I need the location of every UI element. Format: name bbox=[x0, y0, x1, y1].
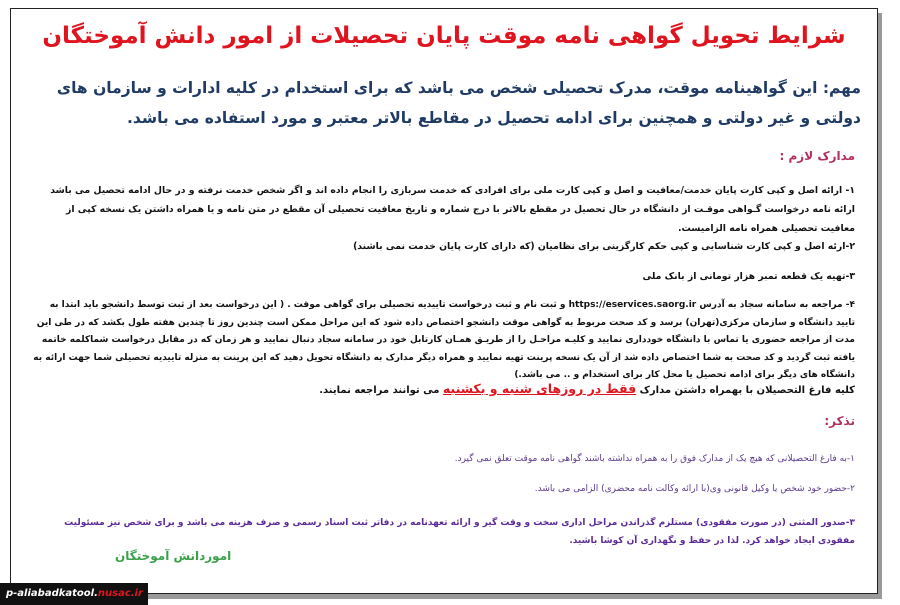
requirement-4: ۴- مراجعه به سامانه سجاد به آدرس https://eservices.saorg.ir و ثبت نام و ثبت درخواست تاییدیه تحصیلی برای گواهی موقت . ( این درخواست بعد از ثبت توسط دانشجو باید ابتدا به تایید دانشگاه و سازمان مرکزی(تهران) برسد و کد صحت مربوط به گواهی موقت دانشجو اختصاص داده شود که این مراحل ممکن است چندین روز تا چندین هفته طول بکشد که در طی این مدت از مراجعه حضوری یا تماس با دانشگاه خودداری نمایید و کلیـه مراحـل را از طریـق همـان کارتابل خود در سامانه سجاد دنبال نمایید و هر زمان که در مقابل درخواست شماکلمه خاتمه یافته ثبت گردید و کد صحت به شما اختصاص داده شد از آن یک نسخه پرینت تهیه نمایید و همراه دیگر مدارک به دانشگاه تحویل دهید که این پرینت به منزله تاییدیه تحصیلی شما جهت ارائه به دانشگاه های دیگر برای ادامه تحصیل یا محل کار برای استخدام و .. می باشد.) bbox=[33, 300, 855, 380]
requirement-2: ۲-ارئه اصل و کپی کارت شناسایی و کپی حکم کارگزینی برای نظامیان (که دارای کارت پایان خدمت نمی باشند) bbox=[353, 241, 855, 252]
page-title: شرایط تحویل گواهی نامه موقت پایان تحصیلات از امور دانش آموختگان bbox=[42, 23, 846, 49]
graduates-text-a: کلیه فارغ التحصیلان با بهمراه داشتن مدارک bbox=[639, 385, 855, 396]
note-2: ۲-حضور خود شخص یا وکیل قانونی وی(با ارائه وکالت نامه محضری) الزامی می باشد. bbox=[534, 484, 855, 494]
signature: اموردانش آموختگان bbox=[115, 549, 232, 563]
footer-domain: nusac.ir bbox=[97, 588, 143, 599]
important-notice: مهم: این گواهینامه موقت، مدرک تحصیلی شخص می باشد که برای استخدام در کلیه ادارات و سازمان های دولتی و غیر دولتی و همچنین برای ادامه تحصیل در مقاطع بالاتر معتبر و مورد استفاده می باشد. bbox=[56, 79, 861, 127]
note-1: ۱-به فارغ التحصیلانی که هیچ یک از مدارک فوق را به همراه نداشته باشند گواهی نامه موقت تعلق نمی گیرد. bbox=[454, 454, 855, 464]
graduates-days: فقط در روزهای شنبه و یکشنبه bbox=[442, 381, 637, 396]
footer-prefix: p-aliabadkatool. bbox=[6, 588, 98, 599]
requirement-3: ۳-تهیه یک قطعه تمبر هزار تومانی از بانک ملی bbox=[642, 271, 855, 282]
requirements-heading: مدارک لازم : bbox=[779, 149, 855, 163]
requirement-1: ۱- ارائه اصل و کپی کارت پایان خدمت/معافیت و اصل و کپی کارت ملی برای افرادی که خدمت سربازی را انجام داده اند و اگر شخص خدمت نرفته و در حال ادامه تحصیل می باشد ارائه نامه درخواست گـواهی موقـت از دانشگاه در حال تحصیل در مقطع بالاتر با درج شماره و تاریخ معافیت تحصیلی آن مقطع در متن نامه و یا همراه داشتن یک نسخه کپی از معافیت تحصیلی همراه نامه الزامیست. bbox=[50, 185, 855, 234]
notes-heading: تذکر: bbox=[824, 414, 855, 428]
note-3: ۳-صدور المثنی (در صورت مفقودی) مستلزم گذراندن مراحل اداری سخت و وقت گیر و ارائه تعهدنامه در دفاتر ثبت اسناد رسمی و صرف هزینه می باشد و برای شخص نیز مسئولیت مفقودی ایجاد خواهد کرد. لذا در حفظ و نگهداری آن کوشا باشید. bbox=[64, 518, 855, 546]
graduates-text-b: می توانند مراجعه نمایند. bbox=[319, 385, 440, 396]
graduates-notice bbox=[29, 379, 855, 401]
watermark-footer bbox=[0, 583, 148, 605]
document-frame bbox=[10, 8, 878, 594]
